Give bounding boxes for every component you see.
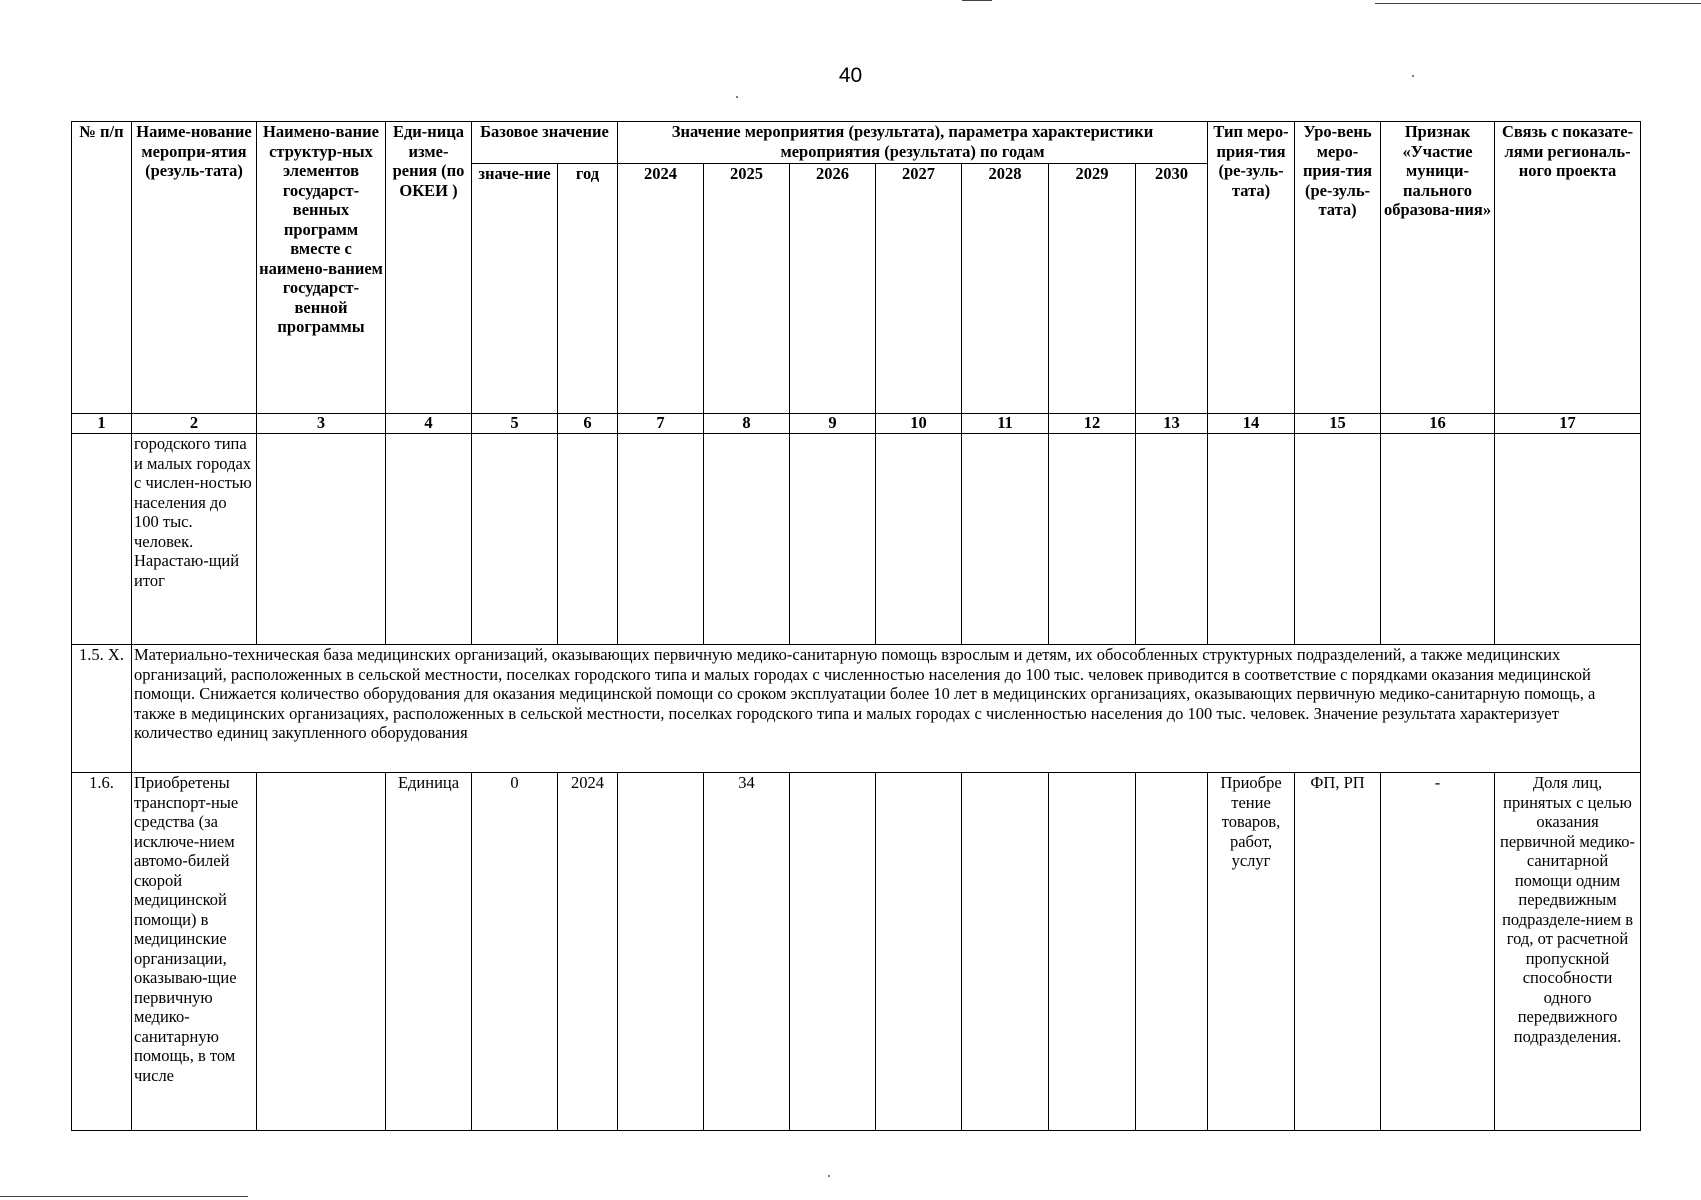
column-number: 2 [132,414,257,434]
row-1-6-unit: Единица [386,773,472,1131]
header-level: Уро-вень меро-прия-тия (ре-зуль-тата) [1295,122,1381,414]
row-1-6-2024 [618,773,704,1131]
header-years-group: Значение мероприятия (результата), параметра характеристики мероприятия (результата) по годам [618,122,1208,164]
column-number: 10 [876,414,962,434]
scan-dot [736,96,738,98]
column-number: 13 [1136,414,1208,434]
page-number: 40 [838,64,863,87]
column-number-row [72,414,1641,434]
row-1-6-base-year: 2024 [558,773,618,1131]
note-row-text: Материально-техническая база медицинских организаций, оказывающих первичную медико-санитарную помощь взрослым и детям, их обособленных структурных подразделений, а также медицинских организаций, расположенных в сельской местности, поселках городского типа и малых городах с численностью населения до 100 тыс. человек приводится в соответствие с порядками оказания медицинской помощи. Снижается количество оборудования для оказания медицинской помощи со сроком эксплуатации более 10 лет в медицинских организациях, оказывающих первичную медико-санитарную помощь, а также в медицинских организациях, расположенных в сельской местности, поселках городского типа и малых городах с численностью населения до 100 тыс. человек. Значение результата характеризует количество единиц закупленного оборудования [132,645,1641,773]
header-year-2024: 2024 [618,164,704,414]
column-number: 7 [618,414,704,434]
header-base-group: Базовое значение [472,122,618,164]
column-number: 12 [1049,414,1136,434]
results-table [71,121,1641,1131]
header-year-2026: 2026 [790,164,876,414]
row-1-6-2028 [962,773,1049,1131]
column-number: 4 [386,414,472,434]
scan-dot [828,1175,830,1177]
column-number: 17 [1495,414,1641,434]
scan-line-bottom-left [0,1196,248,1197]
column-number: 1 [72,414,132,434]
row-1-6-structural [257,773,386,1131]
column-number: 5 [472,414,558,434]
row-1-6-name: Приобретены транспорт-ные средства (за исключе-нием автомо-билей скорой медицинской помощи) в медицинские организации, оказываю-щие первичную медико-санитарную помощь, в том числе [132,773,257,1131]
column-number: 11 [962,414,1049,434]
header-year-2029: 2029 [1049,164,1136,414]
header-year-2030: 2030 [1136,164,1208,414]
header-year-2027: 2027 [876,164,962,414]
row-1-6-2030 [1136,773,1208,1131]
row-1-6-level: ФП, РП [1295,773,1381,1131]
row-1-6-2027 [876,773,962,1131]
note-row-num: 1.5. X. [72,645,132,773]
header-base-value: значе-ние [472,164,558,414]
header-municipal: Признак «Участие муници-пального образова-ния» [1381,122,1495,414]
row-1-6-type: Приобре тение товаров, работ, услуг [1208,773,1295,1131]
scan-line-top [962,0,992,1]
table-row-1-6 [72,773,1641,1131]
header-structural: Наимено-вание структур-ных элементов государст-венных программ вместе с наимено-ванием государст-венной программы [257,122,386,414]
header-base-year: год [558,164,618,414]
row-1-6-2029 [1049,773,1136,1131]
column-number: 15 [1295,414,1381,434]
header-unit: Еди-ница изме-рения (по ОКЕИ ) [386,122,472,414]
row-1-6-base-value: 0 [472,773,558,1131]
table-row-note [72,645,1641,773]
row-1-6-2026 [790,773,876,1131]
header-year-2028: 2028 [962,164,1049,414]
scan-dot [1412,75,1414,77]
table-row-continued [72,434,1641,645]
column-number: 3 [257,414,386,434]
row-1-6-link: Доля лиц, принятых с целью оказания первичной медико-санитарной помощи одним передвижным подразделе-нием в год, от расчетной пропускной способности одного передвижного подразделения. [1495,773,1641,1131]
column-number: 16 [1381,414,1495,434]
row-continued-name: городского типа и малых городах с числен-ностью населения до 100 тыс. человек. Нарастаю-щий итог [132,434,257,645]
header-type: Тип меро-прия-тия (ре-зуль-тата) [1208,122,1295,414]
row-1-6-municipal: - [1381,773,1495,1131]
column-number: 9 [790,414,876,434]
header-name: Наиме-нование меропри-ятия (резуль-тата) [132,122,257,414]
row-1-6-num: 1.6. [72,773,132,1131]
header-year-2025: 2025 [704,164,790,414]
scan-line-top-right [1375,3,1701,4]
column-number: 8 [704,414,790,434]
row-1-6-2025: 34 [704,773,790,1131]
column-number: 6 [558,414,618,434]
header-link: Связь с показате-лями региональ-ного проекта [1495,122,1641,414]
column-number: 14 [1208,414,1295,434]
header-num: № п/п [72,122,132,414]
